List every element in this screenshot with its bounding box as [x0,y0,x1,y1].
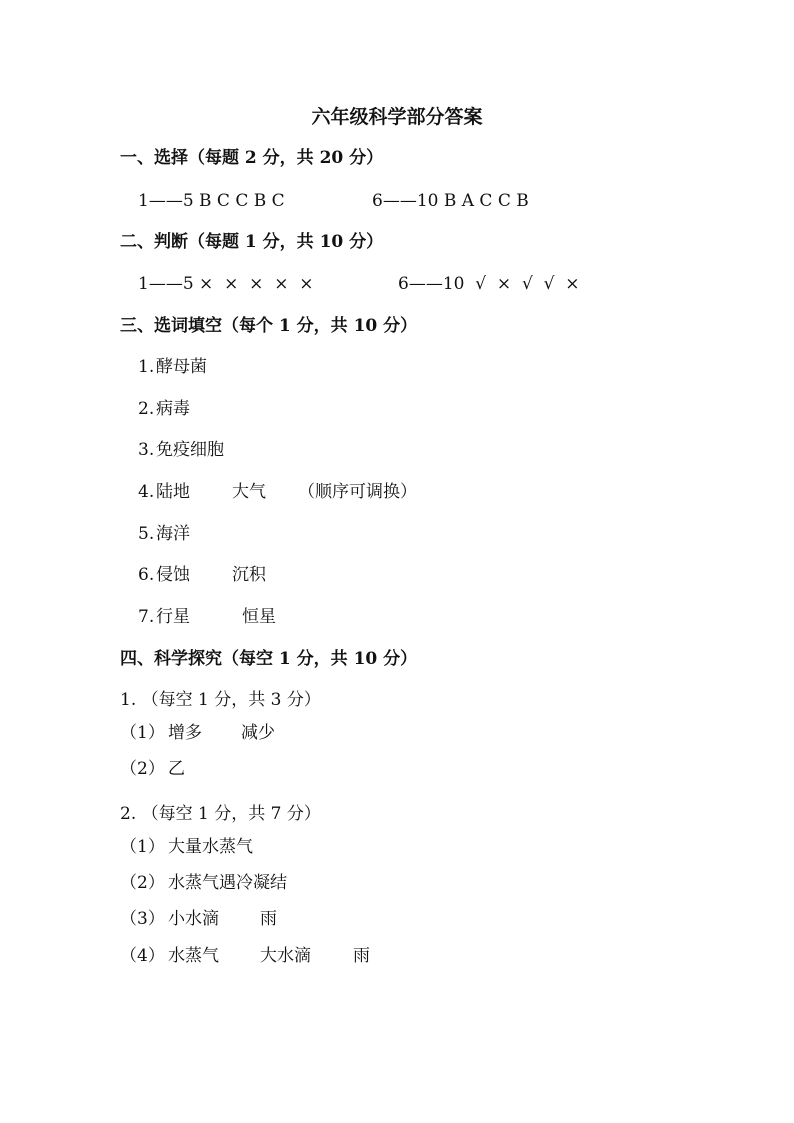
question-2-header: 2. （每空 1 分，共 7 分） [120,804,321,824]
section-4-heading: 四、科学探究（每空 1 分，共 10 分） [120,649,418,669]
answer-note: （顺序可调换） [298,482,417,502]
item-number: 4. [138,482,155,502]
sub-number: （4） [120,946,165,966]
item-number: 2. [138,399,155,419]
answer-text: 行星 [156,607,190,627]
section-2-answers-1-5: 1——5 × × × × × [138,274,314,294]
page-title: 六年级科学部分答案 [311,106,483,128]
section-3-heading: 三、选词填空（每个 1 分，共 10 分） [120,316,418,336]
section-1-answers-6-10: 6——10 B A C C B [372,191,529,211]
answer-text: 水蒸气 [168,946,219,966]
answer-text: 海洋 [156,524,190,544]
sub-number: （2） [120,759,165,779]
section-2-heading: 二、判断（每题 1 分，共 10 分） [120,232,384,252]
answer-text: 酵母菌 [156,357,207,377]
answer-text: 雨 [260,909,277,929]
section-2-answers-6-10: 6——10 √ × √ √ × [398,274,580,294]
answer-text: 免疫细胞 [156,440,224,460]
section-1-heading: 一、选择（每题 2 分，共 20 分） [120,148,384,168]
sub-number: （2） [120,873,165,893]
answer-text: 水蒸气遇冷凝结 [168,873,287,893]
item-number: 7. [138,607,155,627]
sub-number: （1） [120,723,165,743]
answer-text: 大量水蒸气 [168,837,253,857]
item-number: 5. [138,524,155,544]
answer-text: 沉积 [232,565,266,585]
answer-text: 陆地 [156,482,190,502]
sub-number: （1） [120,837,165,857]
answer-text: 减少 [241,723,275,743]
answer-text: 雨 [353,946,370,966]
answer-text: 侵蚀 [156,565,190,585]
answer-text: 大气 [232,482,266,502]
answer-text: 小水滴 [168,909,219,929]
section-1-answers-1-5: 1——5 B C C B C [138,191,285,211]
answer-text: 增多 [168,723,202,743]
answer-text: 乙 [168,759,185,779]
answer-text: 恒星 [242,607,276,627]
sub-number: （3） [120,909,165,929]
item-number: 3. [138,440,155,460]
question-1-header: 1. （每空 1 分，共 3 分） [120,690,321,710]
item-number: 6. [138,565,155,585]
answer-text: 病毒 [156,399,190,419]
answer-text: 大水滴 [260,946,311,966]
item-number: 1. [138,357,155,377]
